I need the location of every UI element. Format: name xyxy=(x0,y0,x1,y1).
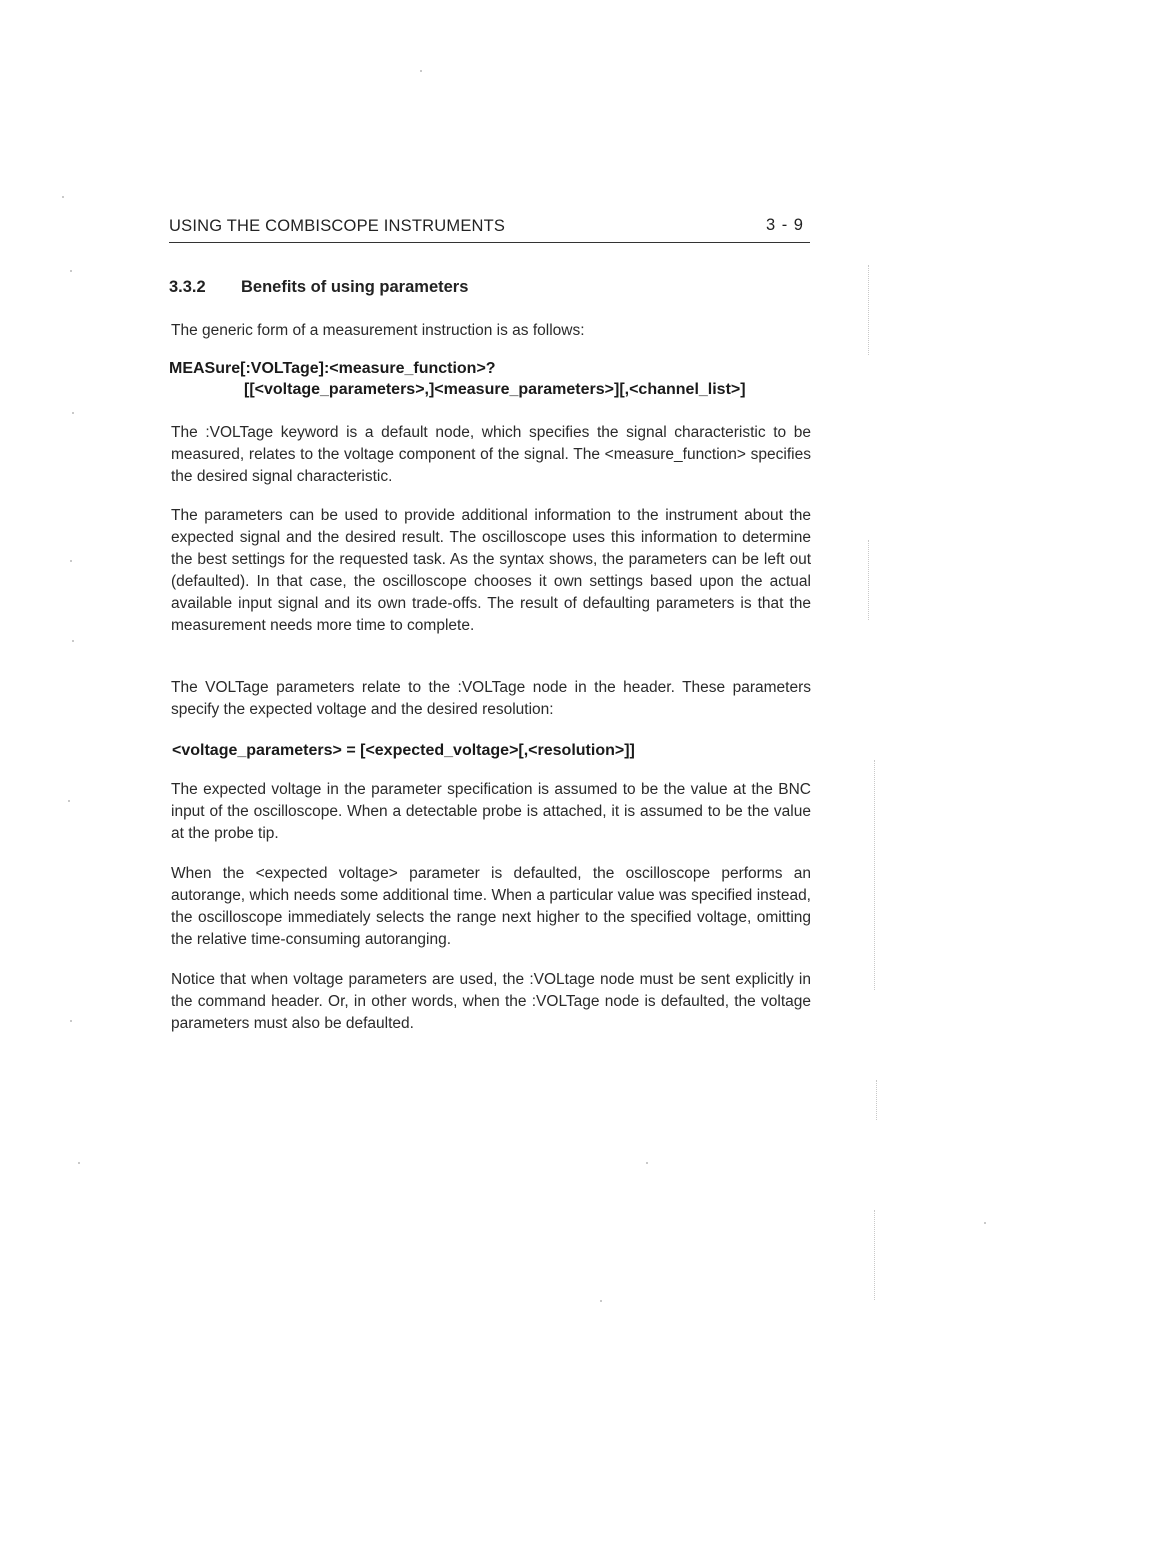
paragraph-voltage-parameters: The VOLTage parameters relate to the :VOLTage node in the header. These parameters specify the expected voltage and the desired resolution: xyxy=(171,679,811,718)
paragraph-notice: Notice that when voltage parameters are used, the :VOLtage node must be sent explicitly in the command header. Or, in other words, when the :VOLTage node is defaulted, the voltage parameters must also be defaulted. xyxy=(171,971,811,1032)
syntax-line-2: [[<voltage_parameters>,]<measure_parameters>][,<channel_list>] xyxy=(244,381,746,398)
paragraph-defaulted-voltage: When the <expected voltage> parameter is defaulted, the oscilloscope performs an autorange, which needs some additional time. When a particular value was specified instead, the oscilloscope immediately selects the range next higher to the specified voltage, omitting the relative time-consuming autoranging. xyxy=(171,865,811,948)
paragraph-voltage-keyword: The :VOLTage keyword is a default node, which specifies the signal characteristic to be measured, relates to the voltage component of the signal. The <measure_function> specifies the desired signal characteristic. xyxy=(171,424,811,485)
intro-paragraph: The generic form of a measurement instruction is as follows: xyxy=(171,322,585,339)
paragraph-parameters: The parameters can be used to provide additional information to the instrument about the expected signal and the desired result. The oscilloscope uses this information to determine the best settings for the requested task. As the syntax shows, the parameters can be left out (defaulted). In that case, the oscilloscope chooses it own settings based upon the actual available input signal and its own trade-offs. The result of defaulting parameters is that the measurement needs more time to complete. xyxy=(171,507,811,634)
syntax-line-1: MEASure[:VOLTage]:<measure_function>? xyxy=(169,360,496,377)
scan-dots xyxy=(868,540,870,620)
voltage-parameters-syntax: <voltage_parameters> = [<expected_voltage>[,<resolution>]] xyxy=(172,742,635,759)
scan-dots xyxy=(874,1210,876,1300)
paragraph-expected-voltage: The expected voltage in the parameter specification is assumed to be the value at the BNC input of the oscilloscope. When a detectable probe is attached, it is assumed to be the value at the probe tip. xyxy=(171,781,811,842)
scan-dots xyxy=(874,760,876,990)
page-number: 3 - 9 xyxy=(765,216,804,234)
running-header xyxy=(169,214,810,243)
section-heading xyxy=(169,278,468,297)
header-title: USING THE COMBISCOPE INSTRUMENTS xyxy=(169,217,506,235)
scan-dots xyxy=(868,265,870,355)
scan-dots xyxy=(876,1080,878,1120)
section-title: Benefits of using parameters xyxy=(241,278,469,296)
section-number: 3.3.2 xyxy=(169,278,206,296)
